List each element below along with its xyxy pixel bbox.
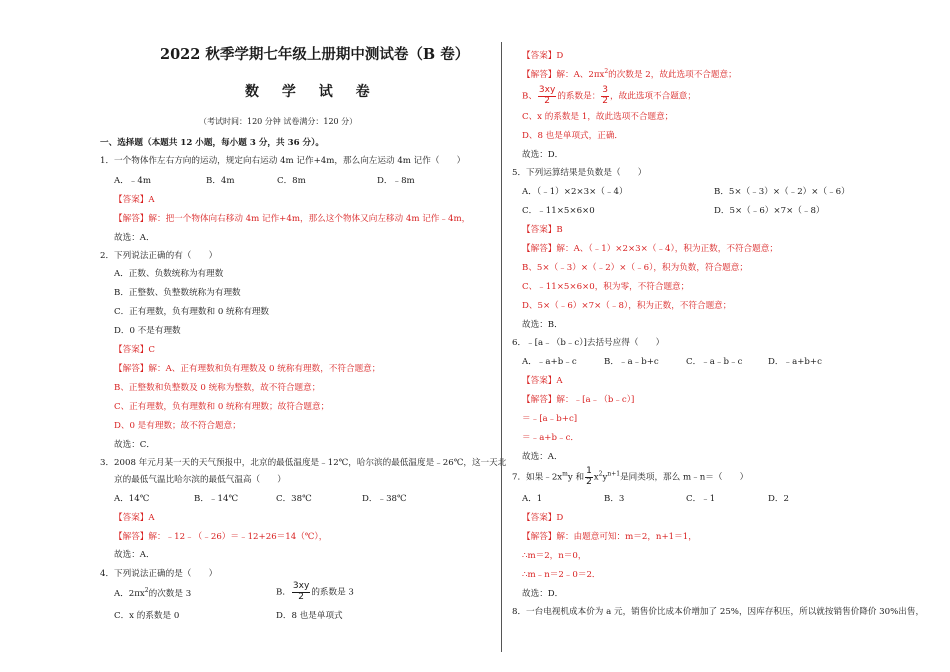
q6-solution-line: ＝﹣[a﹣b+c] [522,414,578,424]
q2-option-c: C．正有理数，负有理数和 0 统称有理数 [114,307,270,317]
section-heading: 一、选择题（本题共 12 小题，每小题 3 分，共 36 分）。 [100,138,325,148]
q5-solution-line: B、5×（﹣3）×（﹣2）×（﹣6），积为负数，符合题意； [522,263,748,273]
q1-option-d: D．﹣8m [377,176,415,186]
q7-solution-line: 【解答】解：由题意可知：m＝2，n+1＝1， [522,532,697,542]
q5-option-b: B．5×（﹣3）×（﹣2）×（﹣6） [714,187,850,197]
q1-conclusion: 故选：A． [114,233,155,243]
q5-option-c: C．﹣11×5×6×0 [522,206,595,216]
q3-answer: 【答案】A [114,513,155,523]
q3-solution: 【解答】解：﹣12﹣（﹣26）＝﹣12+26＝14（℃）， [114,532,328,542]
q1-stem: 1．一个物体作左右方向的运动，规定向右运动 4m 记作+4m，那么向左运动 4m 记作（ ） [100,156,466,166]
q7-solution-line: ∴m＝2，n＝0， [522,551,587,561]
q1-option-b: B．4m [206,176,235,186]
q2-answer: 【答案】C [114,345,155,355]
q7-stem: 7．如果$﹣2x^my$ 和 $\frac{1}{2}$ $x^2y^{n+1}$是同类项，那么 m﹣n＝（ ） [512,466,749,487]
q6-option-c: C．﹣a﹣b﹣c [686,357,743,367]
q2-solution-line: B、正整数和负整数及 0 统称为整数，故不符合题意； [114,383,321,393]
fraction-3-over-2: $\frac{3}{2}$ [602,85,609,106]
q6-conclusion: 故选：A． [522,452,563,462]
q5-answer: 【答案】B [522,225,563,235]
q2-option-d: D．0 不是有理数 [114,326,181,336]
q2-option-b: B．正整数、负整数统称为有理数 [114,288,241,298]
q7-option-d: D．2 [768,494,789,504]
q4-option-a: A．$2\pi x^2$的次数是 3 [114,587,192,599]
q1-option-a: A．﹣4m [114,176,152,186]
exam-info: （考试时间：120 分钟 试卷满分：120 分） [199,117,358,126]
q4-answer: 【答案】D [522,51,564,61]
q6-solution-line: ＝﹣a+b﹣c． [522,433,580,443]
q5-solution-line: D、5×（﹣6）×7×（﹣8），积为正数，不符合题意； [522,301,732,311]
q1-answer: 【答案】A [114,195,155,205]
q4-conclusion: 故选：D． [522,150,564,160]
q3-stem-line1: 3．2008 年元月某一天的天气预报中，北京的最低温度是﹣12℃，哈尔滨的最低温度是﹣26℃，这一天北 [100,458,507,468]
q2-option-a: A．正数、负数统称为有理数 [114,269,224,279]
q1-solution: 【解答】解：把一个物体向右移动 4m 记作+4m，那么这个物体又向左移动 4m 记作﹣4m， [114,214,471,224]
fraction-1-over-2: $\frac{1}{2}$ [586,466,592,487]
q2-solution-line: C、正有理数，负有理数和 0 统称有理数；故符合题意； [114,402,330,412]
q6-option-d: D．﹣a+b+c [768,357,822,367]
q2-solution-line: D、0 是有理数；故不符合题意； [114,421,241,431]
q3-option-a: A．14℃ [114,494,150,504]
q5-solution-line: C、﹣11×5×6×0，积为零，不符合题意； [522,282,690,292]
q4-solution-line: C、x 的系数是 1，故此选项不合题意； [522,112,674,122]
q4-solution-line: 【解答】解：A、$2\pi x^2$的次数是 2，故此选项不合题意； [522,68,737,80]
q7-conclusion: 故选：D． [522,589,564,599]
q6-stem: 6．﹣[a﹣（b﹣c）]去括号应得（ ） [512,338,665,348]
fraction-3xy-over-2: $\frac{3xy}{2}$ [538,85,556,106]
q5-conclusion: 故选：B． [522,320,563,330]
q6-solution-line: 【解答】解：﹣[a﹣（b﹣c）] [522,395,635,405]
q3-option-d: D．﹣38℃ [362,494,407,504]
q4-option-b: B． $\frac{3xy}{2}$ 的系数是 3 [276,581,354,602]
q6-answer: 【答案】A [522,376,563,386]
q7-option-b: B．3 [604,494,625,504]
q2-solution-line: 【解答】解：A、正有理数和负有理数及 0 统称有理数，不符合题意； [114,364,381,374]
q4-option-d: D．8 也是单项式 [276,611,343,621]
q4-solution-line: B、 $\frac{3xy}{2}$ 的系数是： $\frac{3}{2}$ ，故此选项不合题意； [522,85,696,106]
q7-answer: 【答案】D [522,513,564,523]
q6-option-a: A．﹣a+b﹣c [522,357,577,367]
q7-option-c: C．﹣1 [686,494,716,504]
q3-conclusion: 故选：A． [114,550,155,560]
q3-stem-line2: 京的最低气温比哈尔滨的最低气温高（ ） [114,475,286,485]
q5-solution-line: 【解答】解：A、（﹣1）×2×3×（﹣4），积为正数，不符合题意； [522,244,778,254]
q5-option-a: A．（﹣1）×2×3×（﹣4） [522,187,628,197]
q5-option-d: D．5×（﹣6）×7×（﹣8） [714,206,825,216]
fraction-3xy-over-2: $\frac{3xy}{2}$ [292,581,310,602]
q5-stem: 5．下列运算结果是负数是（ ） [512,168,647,178]
q4-solution-line: D、8 也是单项式，正确． [522,131,624,141]
exam-title: 2022 秋季学期七年级上册期中测试卷（B 卷） [160,46,470,63]
q4-stem: 4．下列说法正确的是（ ） [100,569,218,579]
q1-option-c: C．8m [277,176,306,186]
q7-solution-line: ∴m﹣n＝2﹣0＝2． [522,570,601,580]
q6-option-b: B．﹣a﹣b+c [604,357,659,367]
q3-option-c: C．38℃ [276,494,312,504]
subject-title: 数 学 试 卷 [245,84,379,100]
q2-conclusion: 故选：C． [114,440,155,450]
q7-option-a: A．1 [522,494,543,504]
column-divider [501,42,502,652]
q2-stem: 2．下列说法正确的有（ ） [100,251,218,261]
q3-option-b: B．﹣14℃ [194,494,239,504]
q8-stem: 8．一台电视机成本价为 a 元，销售价比成本价增加了 25%，因库存积压，所以就按销售价降价 30%出售， [512,607,925,617]
q4-option-c: C．x 的系数是 0 [114,611,180,621]
